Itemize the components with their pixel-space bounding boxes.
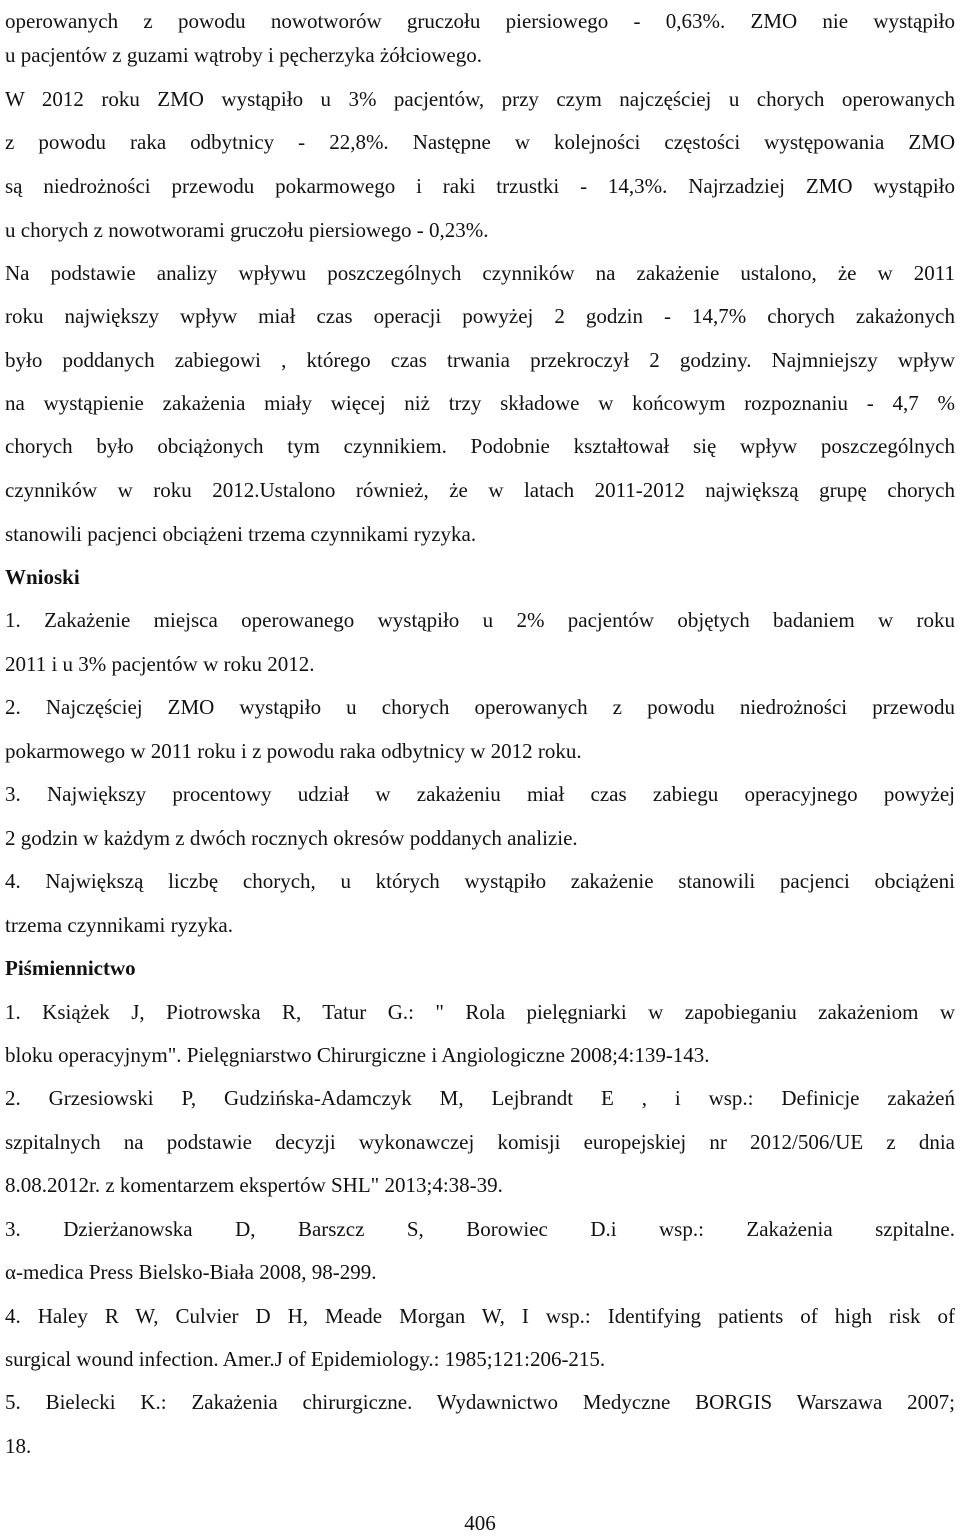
reference-item: α-medica Press Bielsko-Biała 2008, 98-299. bbox=[5, 1260, 377, 1284]
reference-item: surgical wound infection. Amer.J of Epidemiology.: 1985;121:206-215. bbox=[5, 1347, 606, 1371]
text-line: chorych było obciążonych tym czynnikiem. Podobnie kształtował się wpływ poszczególnych bbox=[5, 434, 955, 458]
section-heading: Piśmiennictwo bbox=[5, 956, 136, 980]
conclusion-item: 2011 i u 3% pacjentów w roku 2012. bbox=[5, 652, 315, 676]
conclusion-item: pokarmowego w 2011 roku i z powodu raka odbytnicy w 2012 roku. bbox=[5, 739, 582, 763]
reference-item: 5. Bielecki K.: Zakażenia chirurgiczne. Wydawnictwo Medyczne BORGIS Warszawa 2007; bbox=[5, 1390, 955, 1414]
text-line: stanowili pacjenci obciążeni trzema czynnikami ryzyka. bbox=[5, 522, 477, 546]
text-line: było poddanych zabiegowi , którego czas trwania przekroczył 2 godziny. Najmniejszy wpływ bbox=[5, 348, 955, 372]
text-line: operowanych z powodu nowotworów gruczołu piersiowego - 0,63%. ZMO nie wystąpiło bbox=[5, 9, 955, 33]
conclusion-item: 1. Zakażenie miejsca operowanego wystąpiło u 2% pacjentów objętych badaniem w roku bbox=[5, 608, 955, 632]
conclusion-item: 3. Największy procentowy udział w zakażeniu miał czas zabiegu operacyjnego powyżej bbox=[5, 782, 955, 806]
text-line: u chorych z nowotworami gruczołu piersiowego - 0,23%. bbox=[5, 218, 489, 242]
reference-item: 2. Grzesiowski P, Gudzińska-Adamczyk M, Lejbrandt E , i wsp.: Definicje zakażeń bbox=[5, 1086, 955, 1110]
reference-item: szpitalnych na podstawie decyzji wykonawczej komisji europejskiej nr 2012/506/UE z dnia bbox=[5, 1130, 955, 1154]
text-line: Na podstawie analizy wpływu poszczególnych czynników na zakażenie ustalono, że w 2011 bbox=[5, 261, 955, 285]
reference-item: bloku operacyjnym". Pielęgniarstwo Chirurgiczne i Angiologiczne 2008;4:139-143. bbox=[5, 1043, 710, 1067]
reference-item: 1. Książek J, Piotrowska R, Tatur G.: " Rola pielęgniarki w zapobieganiu zakażeniom w bbox=[5, 1000, 955, 1024]
text-line: na wystąpienie zakażenia miały więcej niż trzy składowe w końcowym rozpoznaniu - 4,7 % bbox=[5, 391, 955, 415]
reference-item: 4. Haley R W, Culvier D H, Meade Morgan W, I wsp.: Identifying patients of high risk of bbox=[5, 1304, 955, 1328]
reference-item: 18. bbox=[5, 1434, 32, 1458]
section-heading: Wnioski bbox=[5, 565, 80, 589]
text-line: roku największy wpływ miał czas operacji powyżej 2 godzin - 14,7% chorych zakażonych bbox=[5, 304, 955, 328]
conclusion-item: 2 godzin w każdym z dwóch rocznych okresów poddanych analizie. bbox=[5, 826, 578, 850]
conclusion-item: trzema czynnikami ryzyka. bbox=[5, 913, 233, 937]
conclusion-item: 2. Najczęściej ZMO wystąpiło u chorych operowanych z powodu niedrożności przewodu bbox=[5, 695, 955, 719]
text-line: czynników w roku 2012.Ustalono również, że w latach 2011-2012 największą grupę chorych bbox=[5, 478, 955, 502]
reference-item: 3. Dzierżanowska D, Barszcz S, Borowiec D.i wsp.: Zakażenia szpitalne. bbox=[5, 1217, 955, 1241]
text-line: z powodu raka odbytnicy - 22,8%. Następne w kolejności częstości występowania ZMO bbox=[5, 130, 955, 154]
page-number: 406 bbox=[464, 1511, 496, 1535]
reference-item: 8.08.2012r. z komentarzem ekspertów SHL" 2013;4:38-39. bbox=[5, 1173, 503, 1197]
text-line: W 2012 roku ZMO wystąpiło u 3% pacjentów, przy czym najczęściej u chorych operowanych bbox=[5, 87, 955, 111]
text-line: są niedrożności przewodu pokarmowego i raki trzustki - 14,3%. Najrzadziej ZMO wystąpiło bbox=[5, 174, 955, 198]
conclusion-item: 4. Największą liczbę chorych, u których wystąpiło zakażenie stanowili pacjenci obciążeni bbox=[5, 869, 955, 893]
text-line: u pacjentów z guzami wątroby i pęcherzyka żółciowego. bbox=[5, 43, 482, 67]
